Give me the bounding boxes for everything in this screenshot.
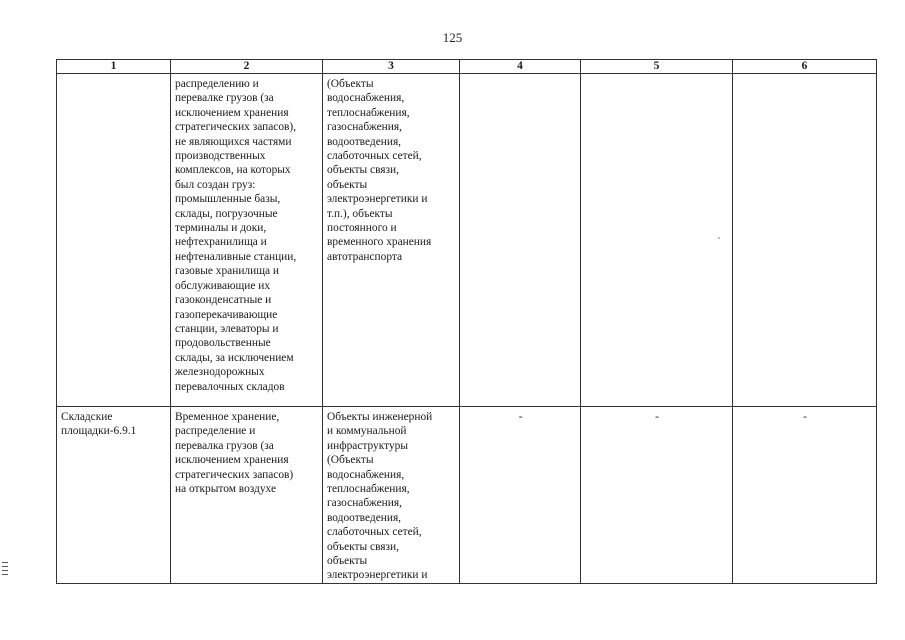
cell-land-use-name [57,74,171,407]
cell-land-use-name: Складские площадки-6.9.1 [57,407,171,584]
cell-col-4: - [460,407,581,584]
table-header-row [57,60,877,74]
cell-col-6 [733,74,877,407]
cell-auxiliary-uses: (Объекты водоснабжения, теплоснабжения, газоснабжения, водоотведения, слаботочных сетей, объекты связи, объекты электроэнергетики и т.п.), объекты постоянного и временного хранения автотранспорта [323,74,460,407]
header-col-3: 3 [323,60,460,74]
header-col-6: 6 [733,60,877,74]
cell-col-6: - [733,407,877,584]
cell-col-5 [581,74,733,407]
cell-col-5: - [581,407,733,584]
scan-speck [718,237,720,239]
header-col-1: 1 [57,60,171,74]
page-number: 125 [442,30,463,45]
table-row [57,407,877,584]
cell-col-4 [460,74,581,407]
scan-edge-marks [2,562,8,578]
table-row [57,74,877,407]
cell-land-use-description: распределению и перевалке грузов (за исключением хранения стратегических запасов), не являющихся частями производственных комплексов, на которых был создан груз: промышленные базы, склады, погрузочные терминалы и доки, нефтехранилища и нефтеналивные станции, газовые хранилища и обслуживающие их газоконденсатные и газоперекачивающие станции, элеваторы и продовольственные склады, за исключением железнодорожных перевалочных складов [171,74,323,407]
cell-auxiliary-uses: Объекты инженерной и коммунальной инфраструктуры (Объекты водоснабжения, теплоснабжения, газоснабжения, водоотведения, слаботочных сетей, объекты связи, объекты электроэнергетики и [323,407,460,584]
cell-land-use-description: Временное хранение, распределение и перевалка грузов (за исключением хранения стратегических запасов) на открытом воздухе [171,407,323,584]
header-col-2: 2 [171,60,323,74]
header-col-5: 5 [581,60,733,74]
regulation-table [56,59,877,584]
header-col-4: 4 [460,60,581,74]
